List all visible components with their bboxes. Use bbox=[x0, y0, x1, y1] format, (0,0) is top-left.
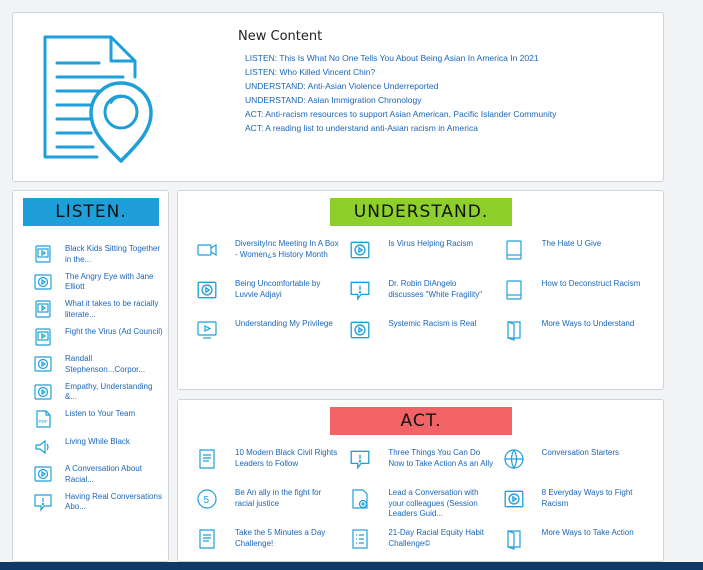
document-icon bbox=[196, 528, 218, 550]
speaker-icon bbox=[33, 437, 53, 457]
globe-icon bbox=[503, 448, 525, 470]
listen-item-label: Having Real Conversations Abo... bbox=[65, 491, 162, 511]
understand-item-label: How to Deconstruct Racism bbox=[541, 279, 641, 288]
play-circle-icon bbox=[33, 354, 53, 374]
act-row bbox=[196, 488, 656, 528]
act-heading: ACT. bbox=[330, 407, 512, 435]
play-circle-icon bbox=[33, 272, 53, 292]
understand-item-label: Dr. Robin DiAngelo discusses "White Fragility" bbox=[388, 279, 483, 299]
number-five-icon bbox=[196, 488, 218, 510]
understand-item[interactable] bbox=[349, 239, 502, 279]
new-content-link[interactable]: LISTEN: This Is What No One Tells You About Being Asian In America In 2021 bbox=[245, 53, 539, 63]
new-content-list bbox=[245, 51, 556, 135]
understand-item-label: Understanding My Privilege bbox=[235, 319, 333, 328]
listen-item[interactable] bbox=[33, 299, 163, 327]
play-circle-icon bbox=[33, 464, 53, 484]
listen-heading: LISTEN. bbox=[23, 198, 159, 226]
play-circle-icon bbox=[349, 319, 371, 341]
listen-item-label: Randall Stephenson...Corpor... bbox=[65, 354, 146, 374]
listen-item-label: The Angry Eye with Jane Elliott bbox=[65, 271, 154, 291]
listen-item[interactable] bbox=[33, 382, 163, 410]
video-icon bbox=[33, 299, 53, 319]
play-circle-icon bbox=[503, 488, 525, 510]
listen-item-label: Black Kids Sitting Together in the... bbox=[65, 244, 161, 264]
act-item-label: Lead a Conversation with your colleagues (Session Leaders Guid... bbox=[388, 488, 479, 518]
play-circle-icon bbox=[196, 279, 218, 301]
understand-item[interactable] bbox=[196, 279, 349, 319]
pdf-icon bbox=[33, 409, 53, 429]
listen-item[interactable] bbox=[33, 437, 163, 465]
tablet-icon bbox=[503, 239, 525, 261]
video-icon bbox=[33, 244, 53, 264]
new-content-link[interactable]: UNDERSTAND: Asian Immigration Chronology bbox=[245, 95, 422, 105]
act-item[interactable] bbox=[349, 448, 502, 488]
act-row bbox=[196, 448, 656, 488]
new-content-panel bbox=[12, 12, 664, 182]
understand-row bbox=[196, 319, 656, 359]
listen-item-label: Empathy, Understanding &... bbox=[65, 381, 153, 401]
document-location-icon bbox=[39, 33, 159, 178]
monitor-play-icon bbox=[196, 319, 218, 341]
act-item-label: Take the 5 Minutes a Day Challenge! bbox=[235, 528, 326, 548]
door-icon bbox=[503, 319, 525, 341]
act-item-label: Be An ally in the fight for racial justice bbox=[235, 488, 322, 508]
act-panel bbox=[177, 399, 664, 562]
listen-list bbox=[33, 244, 163, 519]
understand-item[interactable] bbox=[503, 319, 656, 359]
understand-item-label: More Ways to Understand bbox=[541, 319, 635, 328]
door-icon bbox=[503, 528, 525, 550]
act-item-label: 21-Day Racial Equity Habit Challenge© bbox=[388, 528, 484, 548]
act-grid bbox=[196, 448, 656, 568]
act-item[interactable] bbox=[196, 488, 349, 528]
listen-item-label: Listen to Your Team bbox=[65, 409, 136, 418]
understand-row bbox=[196, 279, 656, 319]
understand-item[interactable] bbox=[196, 239, 349, 279]
understand-row bbox=[196, 239, 656, 279]
understand-item[interactable] bbox=[349, 279, 502, 319]
listen-item[interactable] bbox=[33, 492, 163, 520]
understand-grid bbox=[196, 239, 656, 359]
document-plus-icon bbox=[349, 488, 371, 510]
act-item-label: More Ways to Take Action bbox=[541, 528, 634, 537]
new-content-link[interactable]: UNDERSTAND: Anti-Asian Violence Underreported bbox=[245, 81, 439, 91]
understand-item[interactable] bbox=[196, 319, 349, 359]
understand-item-label: Systemic Racism is Real bbox=[388, 319, 477, 328]
new-content-link[interactable]: LISTEN: Who Killed Vincent Chin? bbox=[245, 67, 376, 77]
tablet-icon bbox=[503, 279, 525, 301]
play-circle-icon bbox=[349, 239, 371, 261]
understand-item[interactable] bbox=[503, 239, 656, 279]
understand-item[interactable] bbox=[349, 319, 502, 359]
listen-item-label: A Conversation About Racial... bbox=[65, 464, 142, 484]
new-content-title: New Content bbox=[238, 29, 323, 44]
understand-panel bbox=[177, 190, 664, 390]
act-item-label: 10 Modern Black Civil Rights Leaders to Follow bbox=[235, 448, 338, 468]
listen-item[interactable] bbox=[33, 464, 163, 492]
listen-item[interactable] bbox=[33, 272, 163, 300]
listen-item[interactable] bbox=[33, 244, 163, 272]
act-item[interactable] bbox=[503, 488, 656, 528]
act-item[interactable] bbox=[349, 488, 502, 528]
understand-heading: UNDERSTAND. bbox=[330, 198, 512, 226]
listen-item-label: Fight the Virus (Ad Council) bbox=[65, 326, 163, 336]
svg-text:5: 5 bbox=[203, 495, 210, 506]
act-item-label: 8 Everyday Ways to Fight Racism bbox=[541, 488, 633, 508]
act-item-label: Conversation Starters bbox=[541, 448, 620, 457]
bottom-bar bbox=[0, 562, 703, 570]
camera-icon bbox=[196, 239, 218, 261]
play-circle-icon bbox=[33, 382, 53, 402]
document-icon bbox=[196, 448, 218, 470]
alert-icon bbox=[349, 448, 371, 470]
understand-item-label: Is Virus Helping Racism bbox=[388, 239, 474, 248]
new-content-link[interactable]: ACT: Anti-racism resources to support Asian American, Pacific Islander Community bbox=[245, 109, 557, 119]
alert-icon bbox=[349, 279, 371, 301]
svg-text:PDF: PDF bbox=[38, 419, 48, 424]
checklist-icon bbox=[349, 528, 371, 550]
listen-item-label: Living While Black bbox=[65, 436, 130, 446]
listen-item-label: What it takes to be racially literate... bbox=[65, 299, 159, 319]
act-item[interactable] bbox=[503, 448, 656, 488]
listen-panel bbox=[12, 190, 169, 562]
listen-item[interactable] bbox=[33, 354, 163, 382]
understand-item-label: DiversityInc Meeting In A Box - Women¿s History Month bbox=[235, 239, 339, 259]
listen-item[interactable] bbox=[33, 409, 163, 437]
understand-item-label: The Hate U Give bbox=[541, 239, 602, 248]
listen-item[interactable] bbox=[33, 327, 163, 355]
act-item-label: Three Things You Can Do Now to Take Action As an Ally bbox=[388, 448, 494, 468]
act-item[interactable] bbox=[196, 448, 349, 488]
new-content-link[interactable]: ACT: A reading list to understand anti-Asian racism in America bbox=[245, 123, 478, 133]
video-icon bbox=[33, 327, 53, 347]
understand-item-label: Being Uncomfortable by Luvvie Adjayi bbox=[235, 279, 321, 299]
understand-item[interactable] bbox=[503, 279, 656, 319]
alert-icon bbox=[33, 492, 53, 512]
